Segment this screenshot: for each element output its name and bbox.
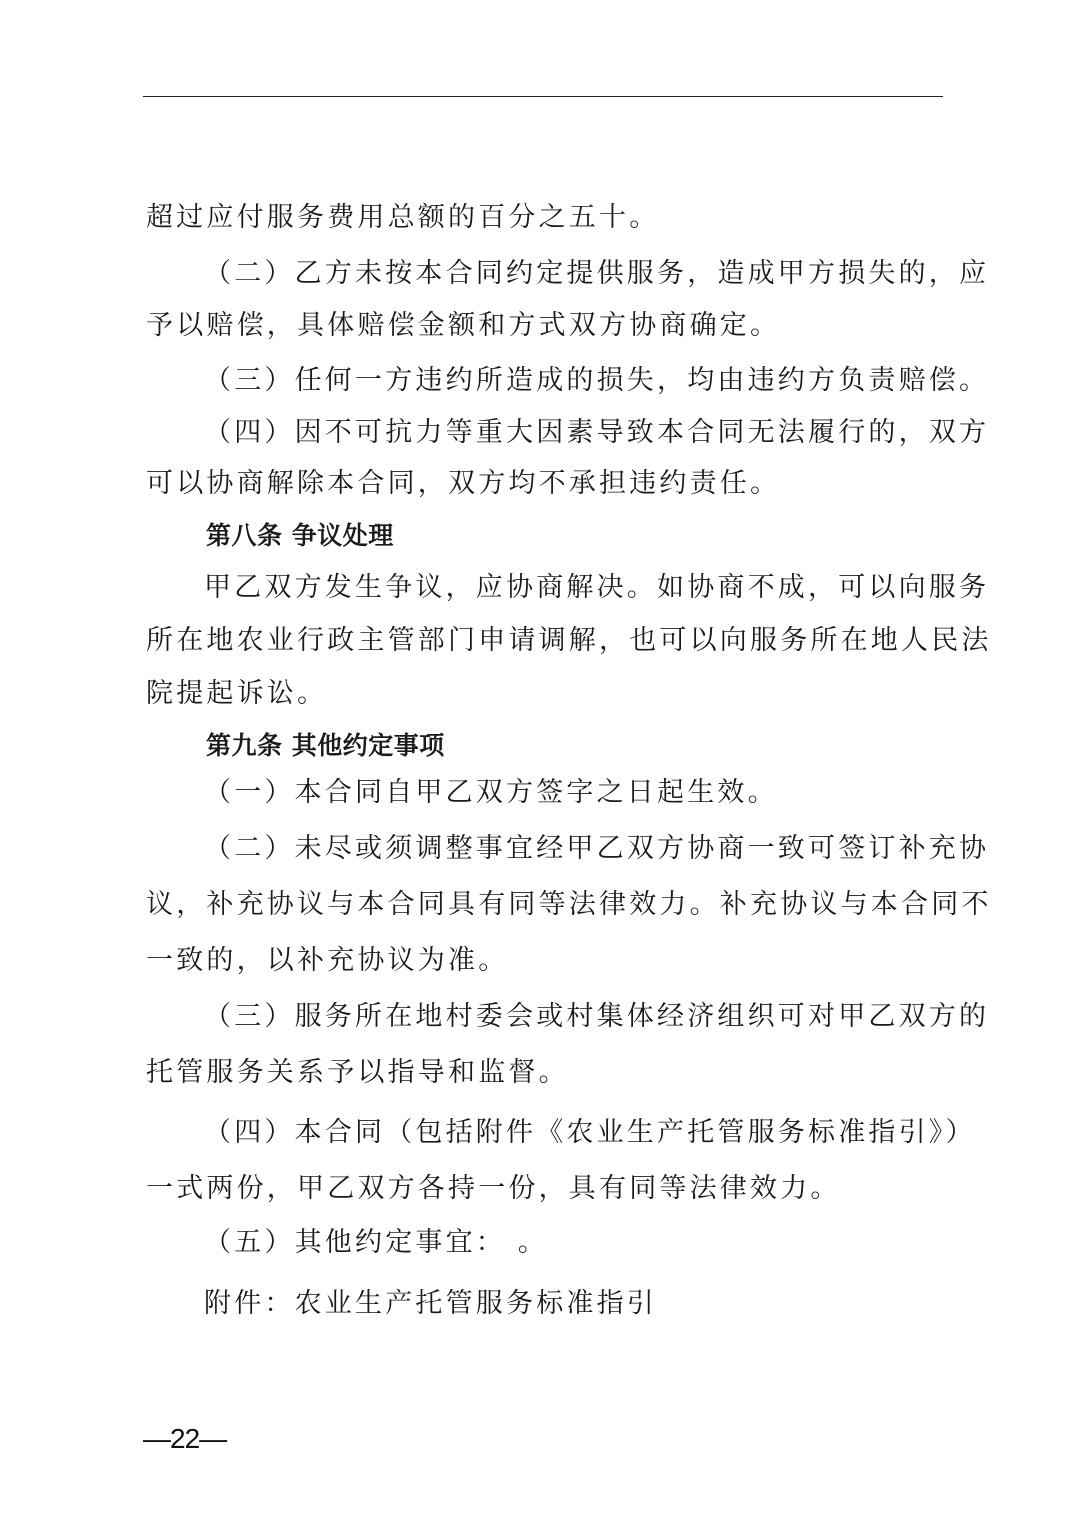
article-9-heading: 第九条 其他约定事项 bbox=[206, 731, 445, 760]
clause-7-item-4: （四）因不可抗力等重大因素导致本合同无法履行的，双方 bbox=[204, 417, 990, 448]
clause-9-item-4: （四）本合同（包括附件《农业生产托管服务标准指引》） bbox=[204, 1117, 976, 1148]
body-line: 院提起诉讼。 bbox=[146, 678, 328, 709]
body-line: 议，补充协议与本合同具有同等法律效力。补充协议与本合同不 bbox=[146, 889, 992, 920]
body-line: 托管服务关系予以指导和监督。 bbox=[146, 1057, 569, 1088]
clause-9-item-3: （三）服务所在地村委会或村集体经济组织可对甲乙双方的 bbox=[204, 1001, 990, 1032]
clause-7-item-3: （三）任何一方违约所造成的损失，均由违约方负责赔偿。 bbox=[204, 365, 990, 396]
body-line: 所在地农业行政主管部门申请调解，也可以向服务所在地人民法 bbox=[146, 625, 992, 656]
body-line: 超过应付服务费用总额的百分之五十。 bbox=[146, 202, 660, 233]
header-rule bbox=[143, 96, 943, 97]
page-number: —22— bbox=[143, 1423, 227, 1454]
body-line: 可以协商解除本合同，双方均不承担违约责任。 bbox=[146, 468, 781, 499]
article-8-heading: 第八条 争议处理 bbox=[206, 521, 394, 550]
attachment-line: 附件：农业生产托管服务标准指引 bbox=[204, 1288, 657, 1319]
body-line: 一式两份，甲乙双方各持一份，具有同等法律效力。 bbox=[146, 1173, 841, 1204]
clause-9-item-2: （二）未尽或须调整事宜经甲乙双方协商一致可签订补充协 bbox=[204, 833, 990, 864]
body-line: 予以赔偿，具体赔偿金额和方式双方协商确定。 bbox=[146, 310, 781, 341]
article-8-body: 甲乙双方发生争议，应协商解决。如协商不成，可以向服务 bbox=[204, 572, 990, 603]
clause-7-item-2: （二）乙方未按本合同约定提供服务，造成甲方损失的，应 bbox=[204, 258, 990, 289]
clause-9-item-1: （一）本合同自甲乙双方签字之日起生效。 bbox=[204, 777, 778, 808]
clause-9-item-5: （五）其他约定事宜： 。 bbox=[204, 1227, 548, 1258]
body-line: 一致的，以补充协议为准。 bbox=[146, 945, 509, 976]
